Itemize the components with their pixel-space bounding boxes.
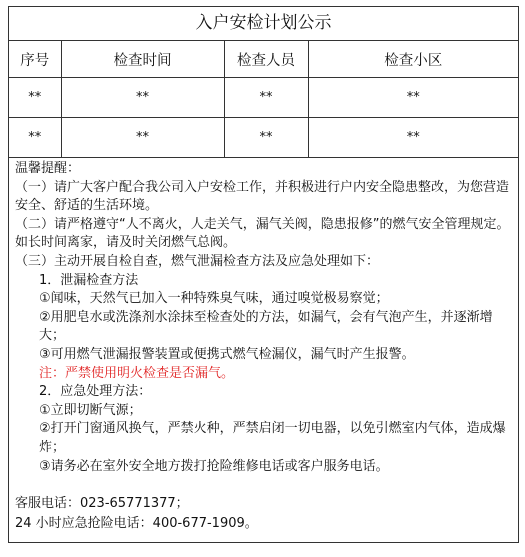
note-item-1: （一）请广大客户配合我公司入户安检工作，并积极进行户内安全隐患整改，为您营造安全、舒适的生活环境。 [15, 179, 510, 214]
note-item-3: （三）主动开展自检自查，燃气泄漏检查方法及应急处理如下： [15, 253, 380, 269]
page-title: 入户安检计划公示 [9, 7, 518, 41]
sub1-item-b: ②用肥皂水或洗涤剂水涂抹至检查处的方法，如漏气，会有气泡产生，并逐渐增大； [39, 309, 493, 344]
table-cell: ** [9, 78, 61, 118]
sub2-item-a: ①立即切断气源； [39, 402, 142, 418]
header-time: 检查时间 [61, 41, 224, 78]
sub2-item-c: ③请务必在室外安全地方拨打抢险维修电话或客户服务电话。 [39, 458, 389, 474]
inspection-table [9, 41, 518, 158]
table-cell: ** [224, 78, 308, 118]
notes-section [9, 158, 518, 476]
sub1-title: 1．泄漏检查方法 [39, 272, 139, 288]
sub1-item-c: ③可用燃气泄漏报警装置或便携式燃气检漏仪，漏气时产生报警。 [39, 346, 415, 362]
note-item-2: （二）请严格遵守“人不离火，人走关气，漏气关阀，隐患报修”的燃气安全管理规定。如长时间离家，请及时关闭燃气总阀。 [15, 216, 510, 251]
table-cell: ** [61, 78, 224, 118]
warning-note: 注：严禁使用明火检查是否漏气。 [39, 365, 235, 381]
sub1-item-a: ①闻味，天然气已加入一种特殊臭气味，通过嗅觉极易察觉； [39, 291, 389, 307]
notice-sheet [8, 6, 519, 543]
table-cell: ** [308, 118, 518, 158]
table-cell: ** [9, 118, 61, 158]
table-cell: ** [61, 118, 224, 158]
sub2-title: 2．应急处理方法： [39, 384, 152, 400]
contact-footer [9, 494, 518, 534]
notes-heading: 温馨提醒： [15, 161, 81, 176]
table-cell: ** [224, 118, 308, 158]
header-staff: 检查人员 [224, 41, 308, 78]
table-row [9, 118, 518, 158]
service-phone: 客服电话：023-65771377； [15, 496, 189, 512]
table-cell: ** [308, 78, 518, 118]
table-header-row [9, 41, 518, 78]
emergency-phone: 24 小时应急抢险电话：400-677-1909。 [15, 516, 258, 532]
spacer [9, 476, 518, 494]
table-row [9, 78, 518, 118]
header-serial: 序号 [9, 41, 61, 78]
sub2-item-b: ②打开门窗通风换气，严禁火种，严禁启闭一切电器，以免引燃室内气体，造成爆炸； [39, 421, 506, 455]
header-community: 检查小区 [308, 41, 518, 78]
